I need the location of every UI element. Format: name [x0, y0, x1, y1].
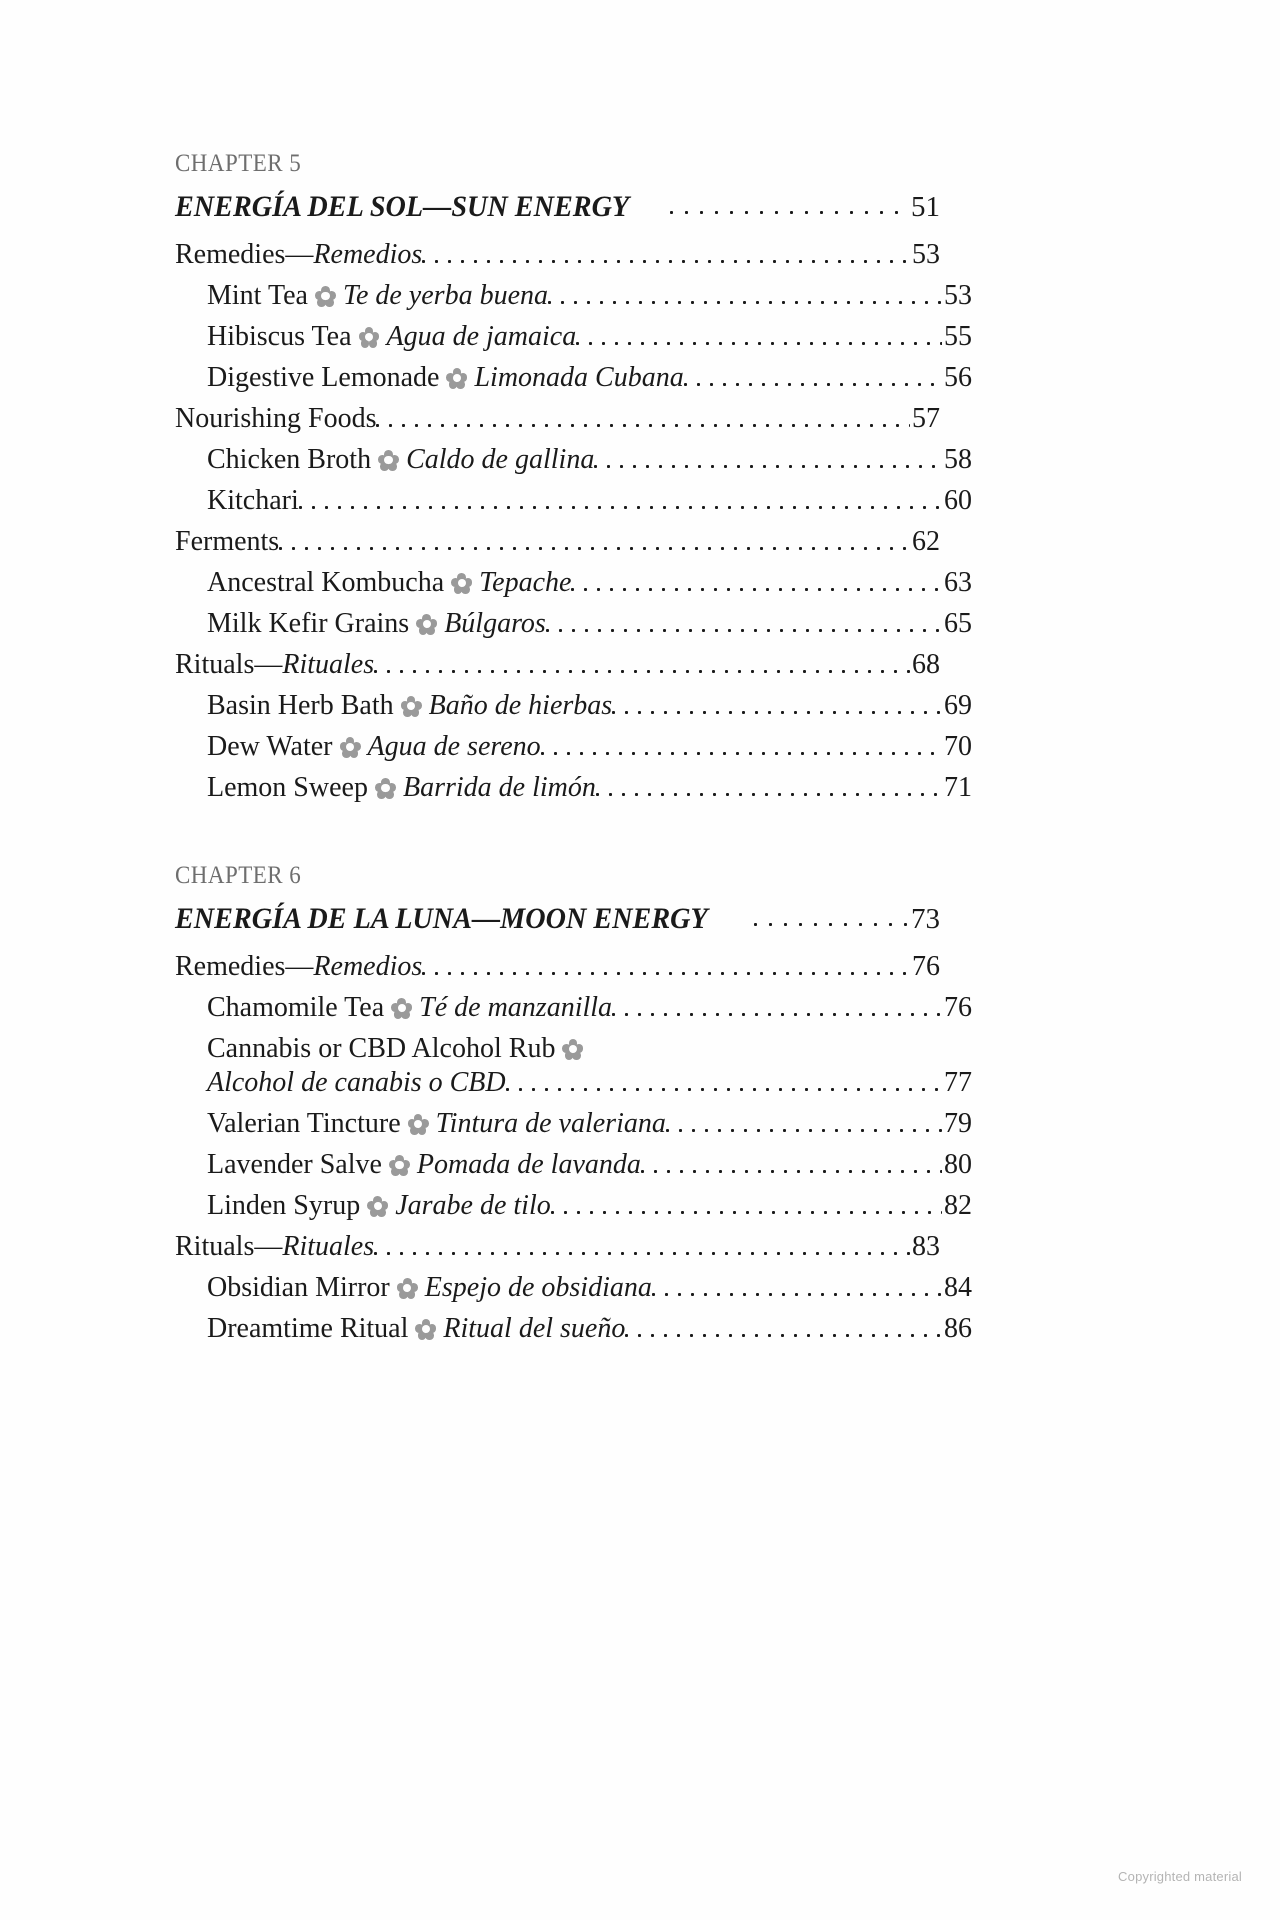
- entry-label-en: Cannabis or CBD Alcohol Rub: [207, 1033, 556, 1064]
- section-heading-en: Nourishing Foods: [175, 403, 377, 434]
- flower-separator-icon: [375, 778, 396, 799]
- dot-leader: [576, 323, 942, 351]
- page-number[interactable]: 73: [911, 903, 940, 935]
- page-number[interactable]: 76: [912, 951, 940, 982]
- dot-leader: [625, 1315, 942, 1343]
- entry-label-en: Hibiscus Tea: [207, 321, 352, 352]
- section-heading-es: Rituales: [282, 1231, 375, 1262]
- dot-leader: [596, 774, 942, 802]
- entry-label-en: Chicken Broth: [207, 444, 372, 475]
- entry-row[interactable]: [175, 364, 972, 392]
- entry-label: [175, 651, 374, 679]
- entry-label-es: Alcohol de canabis o CBD: [207, 1067, 506, 1098]
- section-row[interactable]: [175, 241, 940, 269]
- entry-label: [207, 610, 546, 638]
- entry-label-en: Digestive Lemonade: [207, 362, 440, 393]
- section-heading-es: Remedios: [313, 951, 423, 982]
- dot-leader: [612, 692, 942, 720]
- entry-label-en: Obsidian Mirror: [207, 1272, 390, 1303]
- flower-separator-icon: [415, 1319, 436, 1340]
- section-row[interactable]: [175, 405, 940, 433]
- entry-label-es: Búlgaros: [444, 608, 546, 639]
- entry-label-en: Lavender Salve: [207, 1149, 382, 1180]
- page-number[interactable]: 55: [944, 321, 972, 352]
- section-heading-es: Remedios: [313, 239, 423, 270]
- dot-leader: [754, 904, 907, 934]
- page-number[interactable]: 53: [912, 239, 940, 270]
- entry-label-es: Te de yerba buena: [342, 280, 548, 311]
- flower-separator-icon: [378, 450, 399, 471]
- entry-row[interactable]: [175, 323, 972, 351]
- entry-label-es: Limonada Cubana: [474, 362, 684, 393]
- dot-leader: [652, 1274, 942, 1302]
- dot-leader: [279, 528, 910, 556]
- flower-separator-icon: [359, 327, 380, 348]
- section-row[interactable]: [175, 1233, 940, 1261]
- entry-label: [175, 953, 422, 981]
- dot-leader: [374, 1233, 910, 1261]
- page-number[interactable]: 76: [944, 992, 972, 1023]
- dot-leader: [546, 610, 942, 638]
- section-row[interactable]: [175, 953, 940, 981]
- entry-label-en: Milk Kefir Grains: [207, 608, 410, 639]
- entry-label: [207, 1035, 590, 1063]
- entry-row[interactable]: [175, 994, 972, 1022]
- entry-label-es: Ritual del sueño: [443, 1313, 626, 1344]
- section-row[interactable]: [175, 528, 940, 556]
- entry-label: [207, 569, 571, 597]
- page-number[interactable]: 70: [944, 731, 972, 762]
- dot-leader: [541, 733, 942, 761]
- entry-row[interactable]: [175, 1110, 972, 1138]
- flower-separator-icon: [408, 1114, 429, 1135]
- page-number[interactable]: 60: [944, 485, 972, 516]
- dot-leader: [374, 651, 910, 679]
- page-number[interactable]: 68: [912, 649, 940, 680]
- page-number[interactable]: 83: [912, 1231, 940, 1262]
- chapter-title-text: ENERGÍA DE LA LUNA—MOON ENERGY: [175, 902, 708, 935]
- entry-label-es: Agua de sereno: [367, 731, 541, 762]
- entry-label-en: Kitchari: [207, 485, 299, 516]
- section-heading-es: Rituales: [282, 649, 375, 680]
- entry-label: [175, 904, 708, 934]
- entry-label-en: Basin Herb Bath: [207, 690, 394, 721]
- entry-label-es: Tepache: [479, 567, 572, 598]
- page-number[interactable]: 62: [912, 526, 940, 557]
- entry-label-es: Caldo de gallina: [406, 444, 595, 475]
- dot-leader: [684, 364, 942, 392]
- entry-row[interactable]: [175, 1274, 972, 1302]
- dot-leader: [670, 192, 907, 222]
- flower-separator-icon: [562, 1039, 583, 1060]
- dot-leader: [506, 1069, 942, 1097]
- dot-leader: [666, 1110, 942, 1138]
- entry-row[interactable]: [175, 774, 972, 802]
- entry-label: [207, 774, 596, 802]
- page-number[interactable]: 53: [944, 280, 972, 311]
- page-number[interactable]: 80: [944, 1149, 972, 1180]
- entry-label: [207, 733, 541, 761]
- entry-label-en: Linden Syrup: [207, 1190, 361, 1221]
- entry-row[interactable]: [175, 1192, 972, 1220]
- page-number[interactable]: 84: [944, 1272, 972, 1303]
- flower-separator-icon: [446, 368, 467, 389]
- entry-label: [207, 487, 299, 515]
- entry-label: [207, 446, 594, 474]
- flower-separator-icon: [389, 1155, 410, 1176]
- section-heading-en: Ferments: [175, 526, 280, 557]
- section-row[interactable]: [175, 651, 940, 679]
- chapter-block: [175, 862, 972, 1344]
- entry-label-en: Lemon Sweep: [207, 772, 368, 803]
- chapter-label: CHAPTER 5: [175, 150, 302, 177]
- dot-leader: [571, 569, 942, 597]
- flower-separator-icon: [340, 737, 361, 758]
- page-number[interactable]: 82: [944, 1190, 972, 1221]
- entry-label: [207, 1274, 652, 1302]
- entry-row[interactable]: [175, 733, 972, 761]
- entry-label-en: Ancestral Kombucha: [207, 567, 445, 598]
- entry-label: [175, 241, 422, 269]
- entry-row[interactable]: [175, 282, 972, 310]
- flower-separator-icon: [451, 573, 472, 594]
- copyright-notice: Copyrighted material: [1118, 1869, 1242, 1884]
- section-heading-en: Remedies—: [175, 951, 314, 982]
- entry-label: [175, 1233, 374, 1261]
- entry-row[interactable]: [175, 446, 972, 474]
- dot-leader: [641, 1151, 942, 1179]
- page-number[interactable]: 63: [944, 567, 972, 598]
- entry-label-en: Dreamtime Ritual: [207, 1313, 409, 1344]
- page-number[interactable]: 79: [944, 1108, 972, 1139]
- page-number[interactable]: 77: [944, 1067, 972, 1098]
- page-number[interactable]: 57: [912, 403, 940, 434]
- flower-separator-icon: [391, 998, 412, 1019]
- entry-label: [207, 692, 612, 720]
- page-number[interactable]: 56: [944, 362, 972, 393]
- entry-label-es: Espejo de obsidiana: [424, 1272, 652, 1303]
- entry-row[interactable]: [175, 1151, 972, 1179]
- dot-leader: [612, 994, 942, 1022]
- page-number[interactable]: 65: [944, 608, 972, 639]
- page-number[interactable]: 58: [944, 444, 972, 475]
- entry-label: [207, 1069, 506, 1097]
- section-heading-en: Remedies—: [175, 239, 314, 270]
- entry-label-en: Dew Water: [207, 731, 333, 762]
- section-heading-en: Rituals—: [175, 1231, 283, 1262]
- flower-separator-icon: [397, 1278, 418, 1299]
- entry-label-es: Agua de jamaica: [386, 321, 577, 352]
- entry-label: [207, 1192, 551, 1220]
- dot-leader: [376, 405, 910, 433]
- entry-row[interactable]: [175, 569, 972, 597]
- dot-leader: [548, 282, 942, 310]
- entry-label-es: Barrida de limón: [402, 772, 596, 803]
- entry-label-en: Valerian Tincture: [207, 1108, 401, 1139]
- entry-row[interactable]: [175, 692, 972, 720]
- flower-separator-icon: [367, 1196, 388, 1217]
- chapter-title-row[interactable]: [175, 192, 940, 222]
- entry-label-es: Baño de hierbas: [428, 690, 613, 721]
- flower-separator-icon: [401, 696, 422, 717]
- dot-leader: [594, 446, 942, 474]
- entry-label-es: Tintura de valeriana: [435, 1108, 666, 1139]
- entry-row[interactable]: [175, 487, 972, 515]
- chapter-title-text: ENERGÍA DEL SOL—SUN ENERGY: [175, 190, 630, 223]
- entry-label: [207, 1110, 666, 1138]
- entry-row-continuation[interactable]: [175, 1069, 972, 1097]
- dot-leader: [551, 1192, 942, 1220]
- flower-separator-icon: [315, 286, 336, 307]
- entry-row[interactable]: [175, 610, 972, 638]
- section-heading-en: Rituals—: [175, 649, 283, 680]
- entry-label: [175, 528, 279, 556]
- entry-label-es: Té de manzanilla: [419, 992, 613, 1023]
- chapter-title-row[interactable]: [175, 904, 940, 934]
- chapter-label: CHAPTER 6: [175, 862, 302, 889]
- page-number[interactable]: 86: [944, 1313, 972, 1344]
- entry-row[interactable]: [175, 1315, 972, 1343]
- entry-label: [207, 994, 612, 1022]
- page-number[interactable]: 51: [911, 191, 940, 223]
- entry-label: [175, 405, 376, 433]
- entry-label-en: Chamomile Tea: [207, 992, 385, 1023]
- table-of-contents: [175, 150, 972, 1356]
- entry-label-en: Mint Tea: [207, 280, 308, 311]
- entry-label-es: Jarabe de tilo: [395, 1190, 551, 1221]
- entry-row[interactable]: [175, 1035, 972, 1063]
- page-number[interactable]: 69: [944, 690, 972, 721]
- entry-label: [207, 1151, 641, 1179]
- entry-label: [207, 323, 576, 351]
- dot-leader: [422, 241, 910, 269]
- page-number[interactable]: 71: [944, 772, 972, 803]
- flower-separator-icon: [416, 614, 437, 635]
- entry-label-es: Pomada de lavanda: [416, 1149, 641, 1180]
- chapter-block: [175, 150, 972, 803]
- entry-label: [207, 282, 548, 310]
- entry-label: [175, 192, 629, 222]
- entry-label: [207, 364, 684, 392]
- dot-leader: [299, 487, 942, 515]
- dot-leader: [422, 953, 910, 981]
- entry-label: [207, 1315, 625, 1343]
